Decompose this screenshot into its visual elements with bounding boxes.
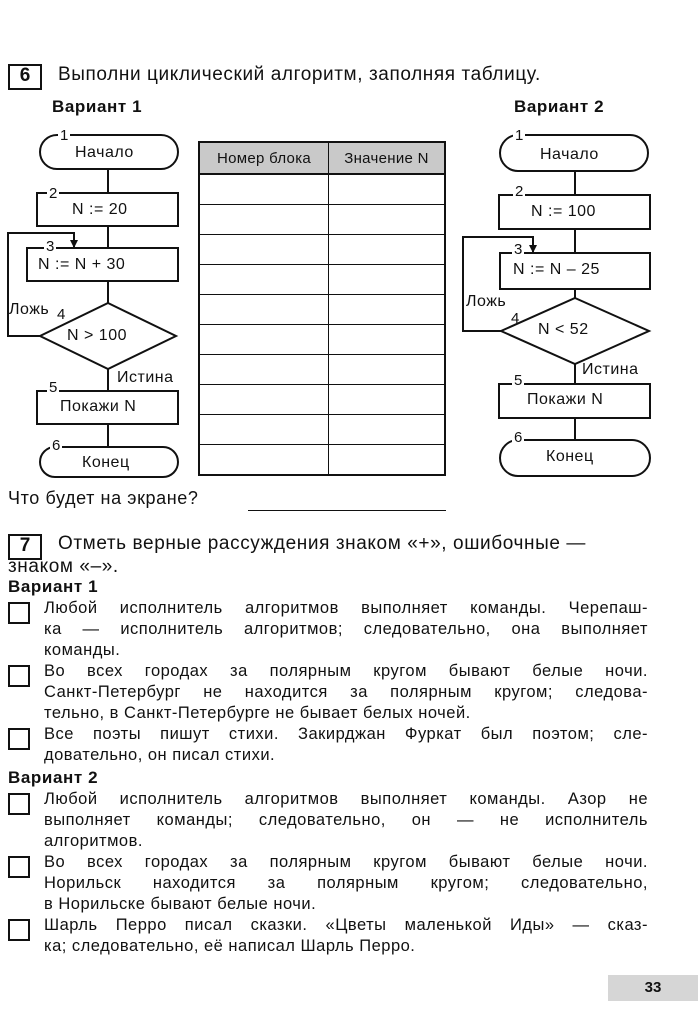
checkbox[interactable]: [8, 602, 30, 624]
fc2-b4-text: N < 52: [538, 321, 589, 338]
fc2-b5-num: 5: [514, 372, 523, 389]
statement-text: Любой исполнитель алгоритмов выполняет команды. Черепаш- ка — исполнитель алгоритмов; следовательно, она выполняет команды.: [44, 599, 648, 659]
table-row: [199, 205, 445, 235]
table-cell[interactable]: [199, 235, 329, 265]
fc2-false-label: Ложь: [466, 293, 507, 310]
table-header-block: Номер блока: [199, 142, 329, 174]
table-cell[interactable]: [329, 265, 446, 295]
task-7-heading-line1: Отметь верные рассуждения знаком «+», ошибочные —: [58, 533, 586, 554]
fc1-b3-text: N := N + 30: [38, 256, 126, 273]
table-cell[interactable]: [199, 385, 329, 415]
fc2-b5-text: Покажи N: [527, 391, 604, 408]
fc2-b6-num: 6: [514, 429, 523, 446]
fc2-b3-num: 3: [514, 241, 523, 258]
checkbox[interactable]: [8, 665, 30, 687]
table-cell[interactable]: [329, 445, 446, 476]
table-row: [199, 235, 445, 265]
task-6-heading: Выполни циклический алгоритм, заполняя таблицу.: [58, 64, 541, 85]
fc2-b2-num: 2: [515, 183, 524, 200]
statement-text: Во всех городах за полярным кругом бывают белые ночи. Санкт-Петербург не находится за полярным кругом; следова- тельно, в Санкт-Петербурге не бывает белых ночей.: [44, 662, 648, 722]
table-cell[interactable]: [329, 385, 446, 415]
fc1-b3-num: 3: [46, 238, 55, 255]
table-cell[interactable]: [199, 295, 329, 325]
table-cell[interactable]: [199, 415, 329, 445]
table-row: [199, 445, 445, 476]
table-cell[interactable]: [199, 355, 329, 385]
table-cell[interactable]: [199, 445, 329, 476]
fc2-b6-text: Конец: [546, 448, 594, 465]
task-7-heading-line2: знаком «–».: [8, 556, 119, 577]
checkbox[interactable]: [8, 856, 30, 878]
table-cell[interactable]: [329, 295, 446, 325]
table-header-value: Значение N: [329, 142, 446, 174]
table-cell[interactable]: [329, 415, 446, 445]
fc1-b2-num: 2: [49, 185, 58, 202]
fc1-true-label: Истина: [117, 369, 174, 386]
fc2-b2-text: N := 100: [531, 203, 596, 220]
fc1-b5-text: Покажи N: [60, 398, 137, 415]
table-cell[interactable]: [199, 174, 329, 205]
table-row: [199, 325, 445, 355]
table-row: [199, 265, 445, 295]
answer-line[interactable]: [248, 509, 446, 511]
checkbox[interactable]: [8, 728, 30, 750]
table-cell[interactable]: [329, 355, 446, 385]
table-cell[interactable]: [329, 174, 446, 205]
fc1-b6-text: Конец: [82, 454, 130, 471]
table-row: [199, 415, 445, 445]
statement-text: Во всех городах за полярным кругом бывают белые ночи. Норильск находится за полярным кругом; следовательно, в Норильске бывают белые ночи.: [44, 853, 648, 913]
task7-variant-1-title: Вариант 1: [8, 577, 99, 596]
table-cell[interactable]: [199, 205, 329, 235]
fc2-b1-text: Начало: [540, 146, 599, 163]
table-cell[interactable]: [329, 235, 446, 265]
answer-table: [198, 141, 446, 476]
table-cell[interactable]: [329, 325, 446, 355]
task7-variant-2-title: Вариант 2: [8, 768, 99, 787]
variant-1-title: Вариант 1: [52, 97, 143, 116]
task-6-number: 6: [8, 64, 42, 90]
fc1-b6-num: 6: [52, 437, 61, 454]
page-number: 33: [608, 975, 698, 1001]
statement-text: Все поэты пишут стихи. Закирджан Фуркат был поэтом; сле- довательно, он писал стихи.: [44, 725, 648, 764]
fc2-b3-text: N := N – 25: [513, 261, 600, 278]
fc1-b1-num: 1: [60, 127, 69, 144]
table-cell[interactable]: [199, 325, 329, 355]
table-cell[interactable]: [199, 265, 329, 295]
screen-question: Что будет на экране?: [8, 488, 199, 508]
statement-text: Шарль Перро писал сказки. «Цветы маленькой Иды» — сказ- ка; следовательно, её написал Шарль Перро.: [44, 916, 648, 955]
fc2-b4-num: 4: [511, 310, 520, 327]
fc1-b4-text: N > 100: [67, 327, 127, 344]
fc1-b2-text: N := 20: [72, 201, 128, 218]
fc2-true-label: Истина: [582, 361, 639, 378]
table-row: [199, 295, 445, 325]
table-cell[interactable]: [329, 205, 446, 235]
fc1-false-label: Ложь: [9, 301, 50, 318]
fc1-b1-text: Начало: [75, 144, 134, 161]
variant-2-title: Вариант 2: [514, 97, 605, 116]
checkbox[interactable]: [8, 793, 30, 815]
table-row: [199, 355, 445, 385]
fc2-b1-num: 1: [515, 127, 524, 144]
table-row: [199, 385, 445, 415]
statement-text: Любой исполнитель алгоритмов выполняет команды. Азор не выполняет команды; следовательно, он — не исполнитель алгоритмов.: [44, 790, 648, 850]
fc1-b4-num: 4: [57, 306, 66, 323]
checkbox[interactable]: [8, 919, 30, 941]
table-row: [199, 174, 445, 205]
fc1-b5-num: 5: [49, 379, 58, 396]
task-7-number: 7: [8, 534, 42, 560]
